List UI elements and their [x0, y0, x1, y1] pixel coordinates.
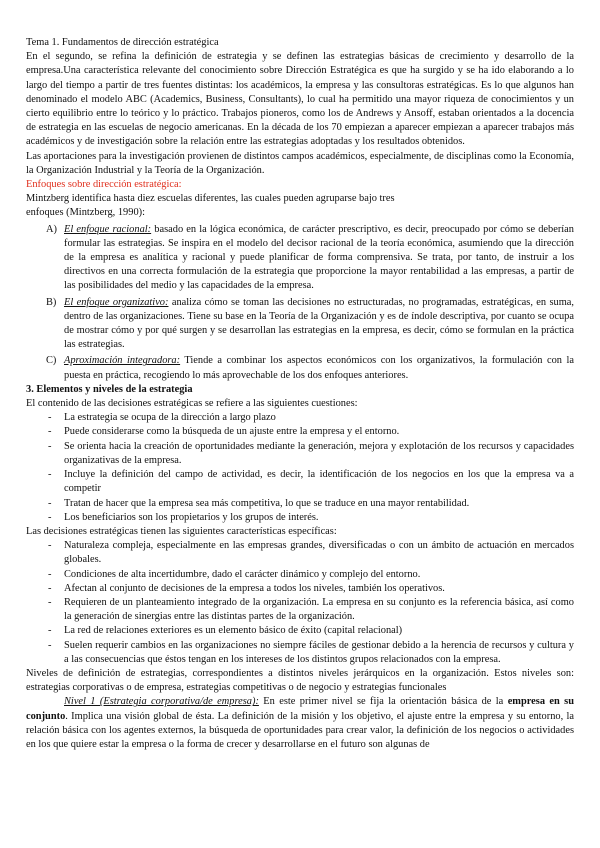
contenido-intro: El contenido de las decisiones estratégicas se refiere a las siguientes cuestiones:	[26, 398, 358, 410]
nivel-1-bold: empresa en su conjunto	[26, 696, 574, 722]
nivel-1-label: Nivel 1 (Estrategia corporativa/de empresa):	[64, 696, 259, 708]
list-item: - Requieren de un planteamiento integrado de la organización. La empresa en su conjunto es la referencia básica, así como la generación de sinergias entre las distintas partes de la organización.	[26, 596, 574, 624]
enfoque-item-a	[26, 223, 574, 294]
list-item: - Incluye la definición del campo de actividad, es decir, la identificación de los negocios en los que la empresa va a competir	[26, 468, 574, 496]
section-3-heading: 3. Elementos y niveles de la estrategia	[26, 383, 193, 395]
enfoques-list	[26, 223, 574, 383]
contenido-list	[26, 411, 574, 525]
list-item: - La red de relaciones exteriores es un elemento básico de éxito (capital relacional)	[26, 624, 574, 638]
caracteristicas-intro: Las decisiones estratégicas tienen las siguientes características específicas:	[26, 525, 337, 537]
enfoque-name: Aproximación integradora:	[64, 355, 181, 367]
nivel-1-paragraph	[26, 695, 574, 752]
list-item: - Condiciones de alta incertidumbre, dado el carácter dinámico y complejo del entorno.	[26, 568, 574, 582]
nivel-1-text-b: . Implica una visión global de ésta. La definición de la misión y los objetivo, el ajuste entre la empresa y su entorno, la relación básica con los agentes externos, la búsqueda de oportunidades para crear valor, la definición de los negocios o actividades en los que quiere estar la empresa o la forma de crecer y desarrollarse en el futuro son algunas de	[26, 710, 574, 750]
enfoque-item-b	[26, 296, 574, 353]
nivel-1-text-a: En este primer nivel se fija la orientación básica de la	[258, 696, 508, 708]
list-item: - Los beneficiarios son los propietarios y los grupos de interés.	[26, 511, 574, 525]
page-title: Tema 1. Fundamentos de dirección estratégica	[26, 37, 219, 48]
mintzberg-line-2: enfoques (Mintzberg, 1990):	[26, 207, 145, 219]
enfoque-name: El enfoque organizativo:	[64, 296, 169, 308]
list-item: - Tratan de hacer que la empresa sea más competitiva, lo que se traduce en una mayor rentabilidad.	[26, 497, 574, 511]
intro-paragraph: En el segundo, se refina la definición de estrategia y se definen las estrategias básicas de crecimiento y desarrollo de la empresa.Una característica relevante del conocimiento sobre Dirección Estratégica es que ha surgido y se ha ido elaborando a lo largo del tiempo a partir de tres fuentes distintas: los académicos, la empresa y las consultoras estratégicas. Es lo que algunos han denominado el modelo ABC (Academics, Business, Consultants), lo cual ha permitido una mayor riqueza de conocimientos y un cierto equilibrio entre lo teórico y lo práctico. Trabajos pioneros, como los de Andrews y Ansoff, estaban orientados a la docencia de estrategia en las escuelas de negocio americanas. En la década de los 70 empiezan a aparecer empiezan a aparecer trabajos más académicos y de investigación sobre la relación entre las estrategias adoptadas y los resultados obtenidos.	[26, 51, 574, 148]
list-item: - Puede considerarse como la búsqueda de un ajuste entre la empresa y el entorno.	[26, 425, 574, 439]
caracteristicas-list	[26, 539, 574, 667]
enfoque-name: El enfoque racional:	[64, 223, 152, 235]
list-item: - Afectan al conjunto de decisiones de la empresa a todos los niveles, también los operativos.	[26, 582, 574, 596]
list-item: - La estrategia se ocupa de la dirección a largo plazo	[26, 411, 574, 425]
list-item: - Se orienta hacia la creación de oportunidades mediante la generación, mejora y explotación de los recursos y capacidades organizativas de la empresa.	[26, 440, 574, 468]
list-item: - Suelen requerir cambios en las organizaciones no siempre fáciles de gestionar debido a la herencia de recursos y cultura y a las consecuencias que éstos tengan en los intereses de los distintos grupos relacionados con la empresa.	[26, 639, 574, 667]
enfoque-marker: B)	[46, 296, 57, 308]
enfoque-text: Tiende a combinar los aspectos económicos con los organizativos, la formulación con la puesta en práctica, recogiendo lo más aprovechable de los dos enfoques anteriores.	[64, 355, 574, 381]
enfoque-marker: C)	[46, 355, 57, 367]
enfoque-text: analiza cómo se toman las decisiones no estructuradas, no programadas, estratégicas, en suma, dentro de las organizaciones. Tiene su base en la Teoría de la Organización y es de índole descriptiva, por cuanto se ocupa de mostrar cómo y por qué surgen y se desarrollan las estrategias en la empresa, es decir, cómo se formulan en la práctica las estrategias.	[64, 296, 574, 351]
mintzberg-line-1: Mintzberg identifica hasta diez escuelas diferentes, las cuales pueden agruparse bajo tres	[26, 193, 395, 205]
list-item: - Naturaleza compleja, especialmente en las empresas grandes, diversificadas o con un ámbito de actuación en mercados globales.	[26, 539, 574, 567]
enfoque-text: basado en la lógica económica, de carácter prescriptivo, es decir, preocupado por cómo se deberían formular las estrategias. Se inspira en el modelo del decisor racional de la teoría económica, asumiendo que la dirección de la empresa es analítica y racional y puede planificar de forma comprensiva. Se trata, por tanto, de instruir a los directivos en una correcta formulación de la estrategia que proporcione la mayor rentabilidad a las empresas, a partir de las posibilidades del medio y las capacidades de la empresa.	[64, 223, 574, 292]
enfoques-heading: Enfoques sobre dirección estratégica:	[26, 179, 182, 191]
enfoque-marker: A)	[46, 223, 57, 235]
aportaciones-paragraph: Las aportaciones para la investigación provienen de distintos campos académicos, especialmente, de disciplinas como la Economía, la Organización Industrial y la Teoría de la Organización.	[26, 150, 574, 176]
niveles-intro: Niveles de definición de estrategias, correspondientes a distintos niveles jerárquicos en la organización. Estos niveles son: estrategias corporativas o de empresa, estrategias competitivas o de negocio y estrategias funcionales	[26, 667, 574, 694]
enfoque-item-c	[26, 354, 574, 382]
